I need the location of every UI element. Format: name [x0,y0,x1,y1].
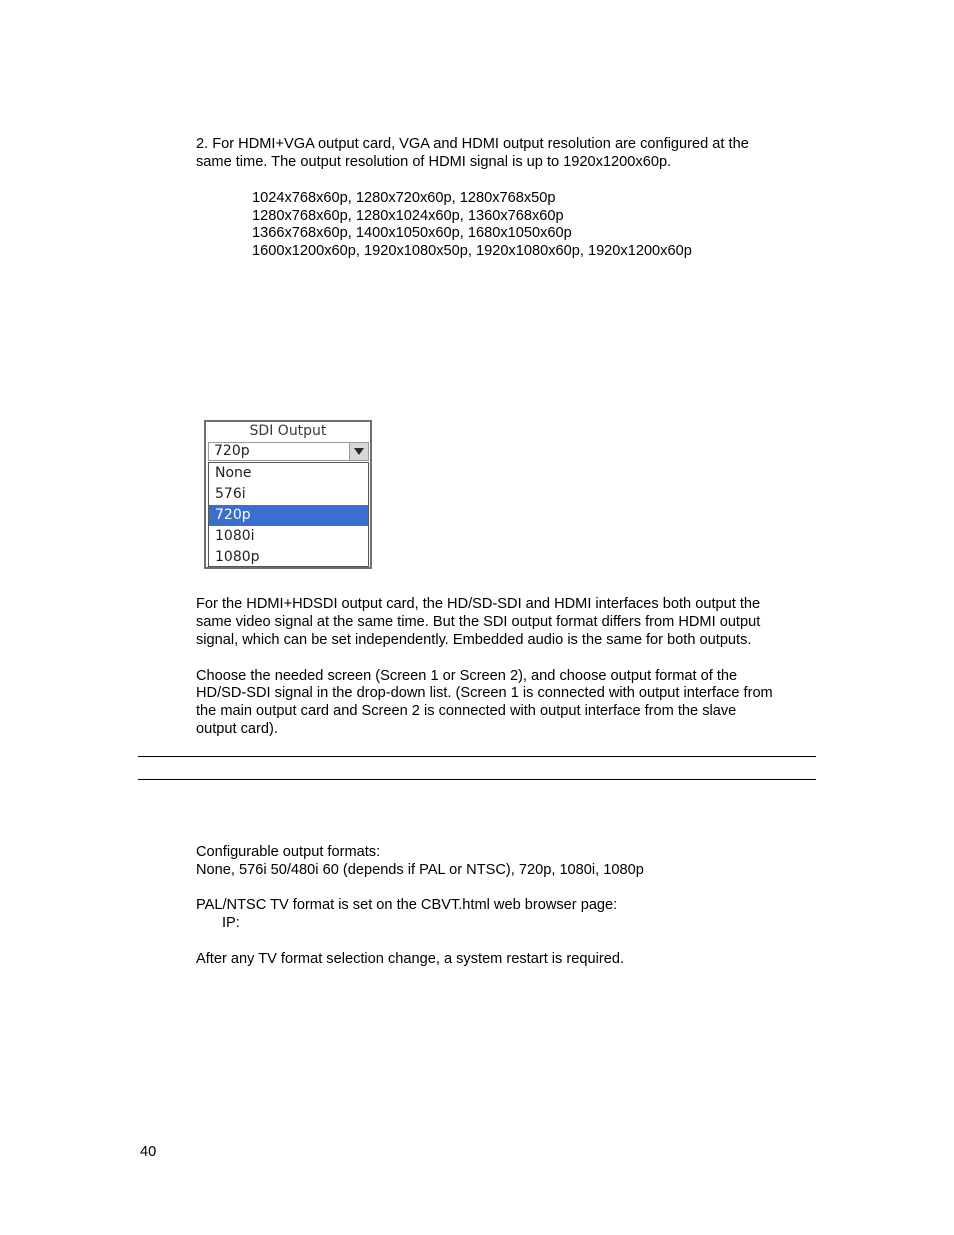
intro-line-2: same time. The output resolution of HDMI signal is up to 1920x1200x60p. [196,154,672,170]
intro-line-1: 2. For HDMI+VGA output card, VGA and HDMI output resolution are configured at the [196,136,749,152]
choose-paragraph-line: HD/SD-SDI signal in the drop-down list. (Screen 1 is connected with output interface from [196,685,773,701]
chevron-down-icon[interactable] [349,443,368,460]
sdi-option-none[interactable]: None [215,465,252,481]
choose-paragraph-line: the main output card and Screen 2 is connected with output interface from the slave [196,703,737,719]
sdi-output-panel [204,420,372,569]
choose-paragraph-line: output card). [196,721,278,737]
page-number: 40 [140,1144,157,1160]
hdsdi-paragraph-line: signal, which can be set independently. Embedded audio is the same for both outputs. [196,632,752,648]
resolution-list-line: 1366x768x60p, 1400x1050x60p, 1680x1050x60p [252,225,572,241]
tv-format-line: PAL/NTSC TV format is set on the CBVT.html web browser page: [196,897,618,913]
hdsdi-paragraph-line: same video signal at the same time. But the SDI output format differs from HDMI output [196,614,761,630]
choose-paragraph-line: Choose the needed screen (Screen 1 or Screen 2), and choose output format of the [196,668,738,684]
sdi-output-selected-value: 720p [214,443,250,459]
resolution-list-line: 1024x768x60p, 1280x720x60p, 1280x768x50p [252,190,556,206]
sdi-option-720p[interactable]: 720p [209,505,368,526]
sdi-output-title: SDI Output [249,423,327,439]
horizontal-rule [138,779,816,780]
sdi-option-1080p[interactable]: 1080p [215,549,260,565]
resolution-list-line: 1600x1200x60p, 1920x1080x50p, 1920x1080x60p, 1920x1200x60p [252,243,692,259]
sdi-output-option-list [208,462,369,567]
configurable-formats-label: Configurable output formats: [196,844,381,860]
horizontal-rule [138,756,816,757]
sdi-option-576i[interactable]: 576i [215,486,246,502]
sdi-option-1080i[interactable]: 1080i [215,528,255,544]
configurable-formats-list: None, 576i 50/480i 60 (depends if PAL or NTSC), 720p, 1080i, 1080p [196,862,644,878]
hdsdi-paragraph-line: For the HDMI+HDSDI output card, the HD/SD-SDI and HDMI interfaces both output the [196,596,761,612]
resolution-list-line: 1280x768x60p, 1280x1024x60p, 1360x768x60p [252,208,564,224]
sdi-output-dropdown[interactable] [208,442,369,461]
restart-note: After any TV format selection change, a system restart is required. [196,951,625,967]
tv-format-ip-label: IP: [222,915,240,931]
